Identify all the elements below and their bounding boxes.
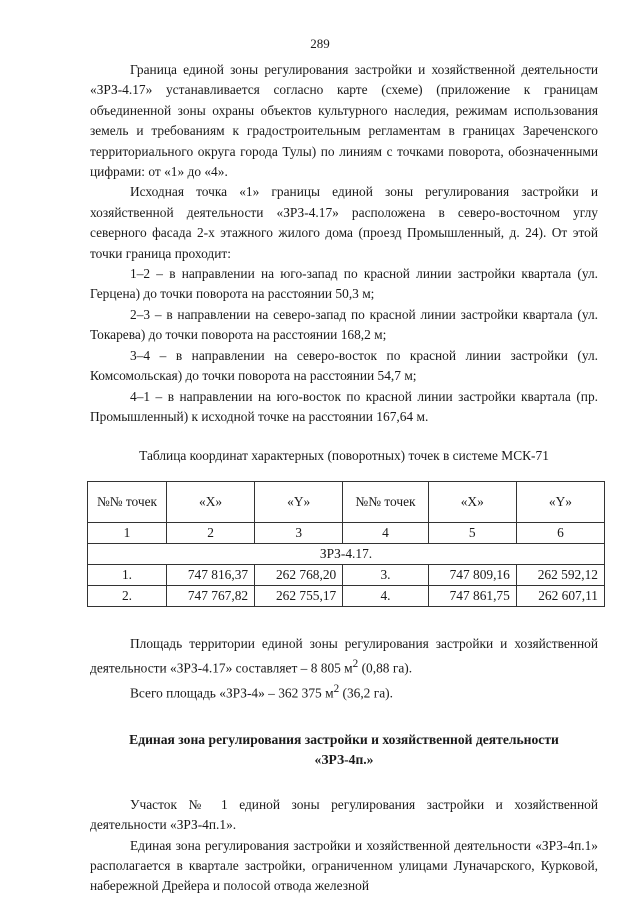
- section-heading-line-2: «ЗРЗ-4п.»: [314, 752, 374, 768]
- table-cell: 3.: [343, 564, 428, 585]
- column-numbers-row: [88, 522, 605, 543]
- table-cell: 747 809,16: [428, 564, 516, 585]
- header-cell: «Y»: [516, 481, 604, 522]
- table-cell: 262 607,11: [516, 585, 604, 606]
- paragraph-segment-2-3: 2–3 – в направлении на северо-запад по красной линии застройки квартала (ул. Токарева) до точки поворота на расстоянии 168,2 м;: [90, 306, 598, 343]
- header-cell: «Y»: [255, 481, 343, 522]
- paragraph-segment-4-1: 4–1 – в направлении на юго-восток по красной линии застройки квартала (пр. Промышленный) к исходной точке на расстоянии 167,64 м.: [90, 388, 598, 424]
- paragraph-segment-1-2: 1–2 – в направлении на юго-запад по красной линии застройки квартала (ул. Герцена) до точки поворота на расстоянии 50,3 м;: [90, 266, 598, 302]
- paragraph-total-area: [90, 679, 598, 704]
- table-cell: 262 592,12: [516, 564, 604, 585]
- column-number: 5: [428, 522, 516, 543]
- header-cell: №№ точек: [343, 481, 428, 522]
- table-cell: 747 861,75: [428, 585, 516, 606]
- header-cell: «X»: [167, 481, 255, 522]
- column-number: 2: [167, 522, 255, 543]
- table-cell: 262 768,20: [255, 564, 343, 585]
- paragraph-area: [90, 634, 598, 679]
- area-text-end: (0,88 га).: [358, 660, 413, 676]
- section-heading: [90, 730, 598, 771]
- header-cell: «X»: [428, 481, 516, 522]
- column-number: 6: [516, 522, 604, 543]
- table-cell: 1.: [88, 564, 167, 585]
- table-header-row: [88, 481, 605, 522]
- column-number: 4: [343, 522, 428, 543]
- paragraph-segment-3-4: 3–4 – в направлении на северо-восток по красной линии застройки (ул. Комсомольская) до точки поворота на расстоянии 54,7 м;: [90, 347, 598, 384]
- page-number: 289: [310, 36, 330, 51]
- column-number: 1: [88, 522, 167, 543]
- section-heading-line-1: Единая зона регулирования застройки и хозяйственной деятельности: [129, 731, 559, 747]
- paragraph-plot-1: Участок № 1 единой зоны регулирования застройки и хозяйственной деятельности «ЗРЗ-4п.1».: [90, 796, 598, 833]
- total-area-unit-superscript: 2: [333, 683, 340, 695]
- zone-label: ЗРЗ-4.17.: [88, 543, 605, 564]
- paragraph-plot-1-location: Единая зона регулирования застройки и хозяйственной деятельности «ЗРЗ-4п.1» располагается в квартале застройки, ограниченном улицами Луначарского, Курковой, набережной Дрейера и полосой отвода железной: [90, 837, 598, 894]
- header-cell: №№ точек: [88, 481, 167, 522]
- table-cell: 747 816,37: [167, 564, 255, 585]
- area-unit-superscript: 2: [352, 658, 359, 671]
- table-row: [88, 564, 605, 585]
- total-area-text: Всего площадь «ЗРЗ-4» – 362 375 м: [130, 685, 334, 701]
- coordinates-table: [87, 481, 605, 607]
- table-cell: 262 755,17: [255, 585, 343, 606]
- document-body: [90, 60, 598, 897]
- table-cell: 4.: [343, 585, 428, 606]
- table-caption: Таблица координат характерных (поворотных) точек в системе МСК-71: [139, 448, 549, 464]
- table-row: [88, 585, 605, 606]
- column-number: 3: [255, 522, 343, 543]
- zone-label-row: [88, 543, 605, 564]
- area-text: Площадь территории единой зоны регулирования застройки и хозяйственной деятельности «ЗРЗ-4.17» составляет – 8 805 м: [90, 635, 598, 676]
- table-cell: 747 767,82: [167, 585, 255, 606]
- paragraph-start-point: Исходная точка «1» границы единой зоны регулирования застройки и хозяйственной деятельности «ЗРЗ-4.17» расположена в северо-восточном углу северного фасада 2-х этажного жилого дома (проезд Промышленный, д. 24). От этой точки граница проходит:: [90, 184, 598, 261]
- table-cell: 2.: [88, 585, 167, 606]
- paragraph-boundary-description: Граница единой зоны регулирования застройки и хозяйственной деятельности «ЗРЗ-4.17» устанавливается согласно карте (схеме) (приложение к границам объединенной зоны охраны объектов культурного наследия, режимам использования земель и требованиям к градостроительным регламентам в границах Зареченского территориального округа города Тулы) по линиям с точками поворота, обозначенными цифрами: от «1» до «4».: [90, 62, 598, 180]
- total-area-text-end: (36,2 га).: [339, 685, 393, 701]
